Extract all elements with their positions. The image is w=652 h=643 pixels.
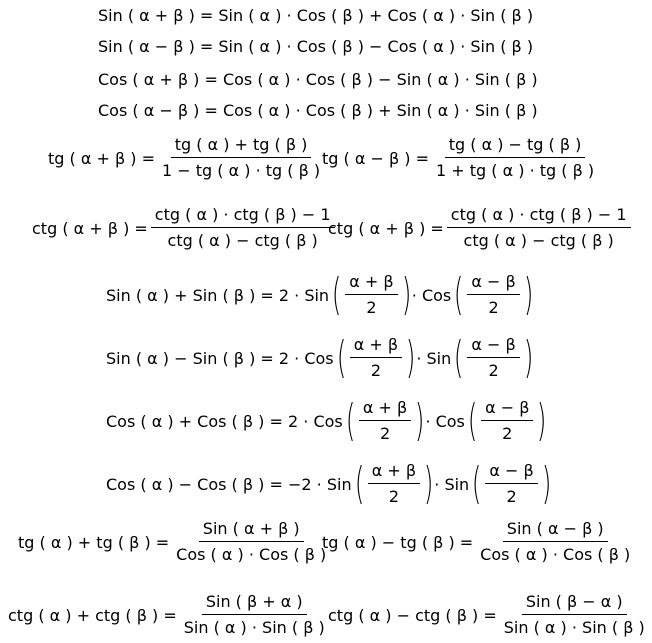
lhs: tg ( α − β ) = <box>322 148 429 168</box>
paren-group <box>467 395 548 446</box>
left-paren: ( <box>454 332 464 383</box>
middle-operator: · Sin <box>434 474 470 494</box>
left-paren: ( <box>467 395 478 446</box>
identity-text: Cos ( α − β ) = Cos ( α ) · Cos ( β ) + Sin ( α ) · Sin ( β ) <box>98 101 538 120</box>
lhs: Sin ( α ) + Sin ( β ) = <box>106 285 274 305</box>
sin-diff-product <box>106 332 534 383</box>
cos-sum-product <box>106 395 548 446</box>
lhs: ctg ( α + β ) = <box>32 218 148 238</box>
identity-text: Sin ( α − β ) = Sin ( α ) · Cos ( β ) − Cos ( α ) · Sin ( β ) <box>98 37 534 56</box>
coefficient: −2 · Sin <box>288 474 352 494</box>
paren-group <box>354 458 435 509</box>
right-paren: ) <box>423 458 434 509</box>
numerator: α − β <box>467 335 519 358</box>
sin-sum-product <box>106 269 534 320</box>
fraction <box>481 398 533 444</box>
identity-text: Cos ( α + β ) = Cos ( α ) · Cos ( β ) − Sin ( α ) · Sin ( β ) <box>98 70 538 89</box>
left-paren: ( <box>331 269 342 320</box>
middle-operator: · Cos <box>425 411 465 431</box>
denominator: 2 <box>488 361 499 380</box>
right-paren: ) <box>406 332 416 383</box>
right-paren: ) <box>541 458 552 509</box>
fraction <box>467 335 519 381</box>
middle-operator: · Cos <box>411 285 452 305</box>
fraction <box>350 335 402 381</box>
numerator: α − β <box>485 461 537 484</box>
numerator: α + β <box>368 461 420 484</box>
right-paren: ) <box>401 269 411 320</box>
fraction <box>485 461 537 507</box>
paren-group <box>471 458 552 509</box>
identity-sin-sum <box>98 6 533 25</box>
denominator: 2 <box>502 424 513 443</box>
numerator: Sin ( β − α ) <box>522 592 627 615</box>
left-paren: ( <box>354 458 364 509</box>
numerator: Sin ( α + β ) <box>199 519 304 542</box>
numerator: ctg ( α ) · ctg ( β ) − 1 <box>151 205 335 228</box>
fraction <box>359 398 411 444</box>
denominator: 1 − tg ( α ) · tg ( β ) <box>162 161 321 180</box>
identity-cos-sum <box>98 70 538 89</box>
right-paren: ) <box>523 332 534 383</box>
lhs: ctg ( α ) + ctg ( β ) = <box>8 605 177 625</box>
left-paren: ( <box>336 332 346 383</box>
numerator: α − β <box>467 272 519 295</box>
ctg-formula-right <box>328 205 634 251</box>
denominator: Sin ( α ) · Sin ( β ) <box>183 618 325 637</box>
left-paren: ( <box>472 458 482 509</box>
fraction <box>467 272 519 318</box>
coefficient: 2 · Sin <box>278 285 330 305</box>
denominator: Sin ( α ) · Sin ( β ) <box>503 618 645 637</box>
numerator: α + β <box>359 398 411 421</box>
tg-diff-sin-formula <box>322 519 637 565</box>
numerator: Sin ( β + α ) <box>202 592 307 615</box>
left-paren: ( <box>454 269 464 320</box>
denominator: 2 <box>488 298 499 317</box>
paren-group <box>345 395 426 446</box>
paren-group <box>453 332 534 383</box>
ctg-diff-sin-formula <box>328 592 652 638</box>
coefficient: 2 · Cos <box>288 411 343 431</box>
ctg-formula-left <box>32 205 338 251</box>
denominator: Cos ( α ) · Cos ( β ) <box>480 545 631 564</box>
lhs: Cos ( α ) − Cos ( β ) = <box>106 474 283 494</box>
fraction <box>476 519 634 565</box>
denominator: 2 <box>379 424 391 443</box>
fraction <box>180 592 329 638</box>
lhs: Cos ( α ) + Cos ( β ) = <box>106 411 283 431</box>
lhs: tg ( α ) + tg ( β ) = <box>18 532 170 552</box>
coefficient: 2 · Cos <box>278 348 334 368</box>
tg-sum-formula <box>48 135 327 181</box>
numerator: tg ( α ) − tg ( β ) <box>445 135 586 158</box>
left-paren: ( <box>345 395 356 446</box>
middle-operator: · Sin <box>416 348 452 368</box>
identity-text: Sin ( α + β ) = Sin ( α ) · Cos ( β ) + Cos ( α ) · Sin ( β ) <box>98 6 534 25</box>
lhs: tg ( α ) − tg ( β ) = <box>322 532 474 552</box>
paren-group <box>453 269 534 320</box>
denominator: 2 <box>506 487 517 506</box>
identity-cos-diff <box>98 101 538 120</box>
tg-diff-formula <box>322 135 601 181</box>
fraction <box>158 135 324 181</box>
fraction <box>172 519 330 565</box>
fraction <box>345 272 397 318</box>
fraction <box>500 592 649 638</box>
numerator: tg ( α ) + tg ( β ) <box>171 135 312 158</box>
paren-group <box>336 332 417 383</box>
numerator: Sin ( α − β ) <box>503 519 608 542</box>
right-paren: ) <box>415 395 425 446</box>
identity-sin-diff <box>98 37 533 56</box>
numerator: α + β <box>345 272 397 295</box>
cos-diff-product <box>106 458 552 509</box>
lhs: Sin ( α ) − Sin ( β ) = <box>106 348 274 368</box>
lhs: tg ( α + β ) = <box>48 148 155 168</box>
denominator: 1 + tg ( α ) · tg ( β ) <box>436 161 595 180</box>
ctg-sum-sin-formula <box>8 592 332 638</box>
lhs: ctg ( α + β ) = <box>328 218 444 238</box>
denominator: ctg ( α ) − ctg ( β ) <box>463 231 614 250</box>
fraction <box>447 205 631 251</box>
lhs: ctg ( α ) − ctg ( β ) = <box>328 605 497 625</box>
fraction <box>432 135 598 181</box>
right-paren: ) <box>523 269 534 320</box>
fraction <box>151 205 335 251</box>
numerator: α + β <box>350 335 402 358</box>
paren-group <box>331 269 412 320</box>
tg-sum-sin-formula <box>18 519 333 565</box>
denominator: 2 <box>370 361 382 380</box>
numerator: α − β <box>481 398 533 421</box>
denominator: ctg ( α ) − ctg ( β ) <box>167 231 318 250</box>
fraction <box>368 461 420 507</box>
numerator: ctg ( α ) · ctg ( β ) − 1 <box>447 205 631 228</box>
right-paren: ) <box>537 395 547 446</box>
denominator: Cos ( α ) · Cos ( β ) <box>176 545 327 564</box>
denominator: 2 <box>366 298 377 317</box>
denominator: 2 <box>388 487 400 506</box>
